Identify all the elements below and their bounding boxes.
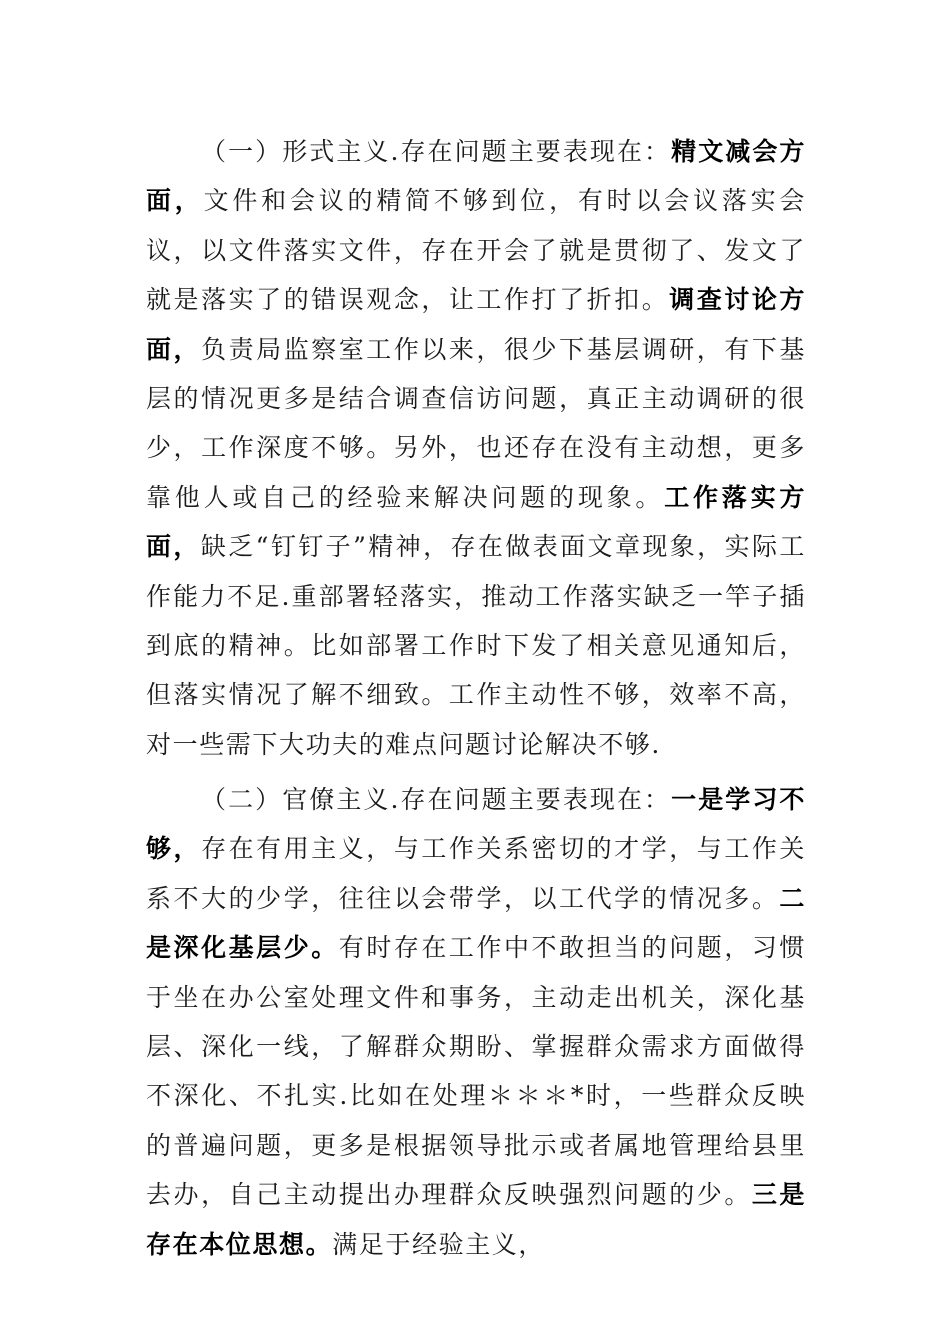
paragraph-text: （一）形式主义.存在问题主要表现在： xyxy=(201,137,672,166)
paragraph-text: 满足于经验主义， xyxy=(332,1229,546,1259)
paragraph-text: （二）官僚主义.存在问题主要表现在： xyxy=(201,785,672,814)
bold-point-two: 二是深化基层少。 xyxy=(146,883,806,963)
section-bureaucratism xyxy=(146,775,806,1269)
section-formalism xyxy=(146,127,806,769)
bold-heading-investigation: 调查讨论方面， xyxy=(146,285,806,364)
paragraph-text: 有时存在工作中不敢担当的问题，习惯于坐在办公室处理文件和事务，主动走出机关，深化基层、深化一线，了解群众期盼、掌握群众需求方面做得不深化、不扎实.比如在处理＊＊＊*时，一些群众反映的普遍问题，更多是根据领导批示或者属地管理给县里去办，自己主动提出办理群众反映强烈问题的少。 xyxy=(146,933,807,1210)
paragraph-bureaucratism xyxy=(146,775,806,1269)
paragraph-text: 缺乏“钉钉子”精神，存在做表面文章现象，实际工作能力不足.重部署轻落实，推动工作落实缺乏一竿子插到底的精神。比如部署工作时下发了相关意见通知后，但落实情况了解不细致。工作主动性不够，效率不高，对一些需下大功夫的难点问题讨论解决不够. xyxy=(146,532,806,759)
paragraph-text: 负责局监察室工作以来，很少下基层调研，有下基层的情况更多是结合调查信访问题，真正主动调研的很少，工作深度不够。另外，也还存在没有主动想，更多靠他人或自己的经验来解决问题的现象。 xyxy=(146,334,806,512)
bold-point-three: 三是存在本位思想。 xyxy=(146,1180,806,1259)
paragraph-text: 文件和会议的精简不够到位，有时以会议落实会议，以文件落实文件，存在开会了就是贯彻了、发文了就是落实了的错误观念，让工作打了折扣。 xyxy=(146,186,807,315)
bold-point-one: 一是学习不够， xyxy=(146,785,806,864)
paragraph-text: 存在有用主义，与工作关系密切的才学，与工作关系不大的少学，往往以会带学，以工代学的情况多。 xyxy=(146,834,806,913)
bold-heading-streamline-docs: 精文减会方面， xyxy=(146,137,806,216)
bold-heading-implementation: 工作落实方面， xyxy=(146,482,806,562)
paragraph-formalism xyxy=(146,127,806,769)
